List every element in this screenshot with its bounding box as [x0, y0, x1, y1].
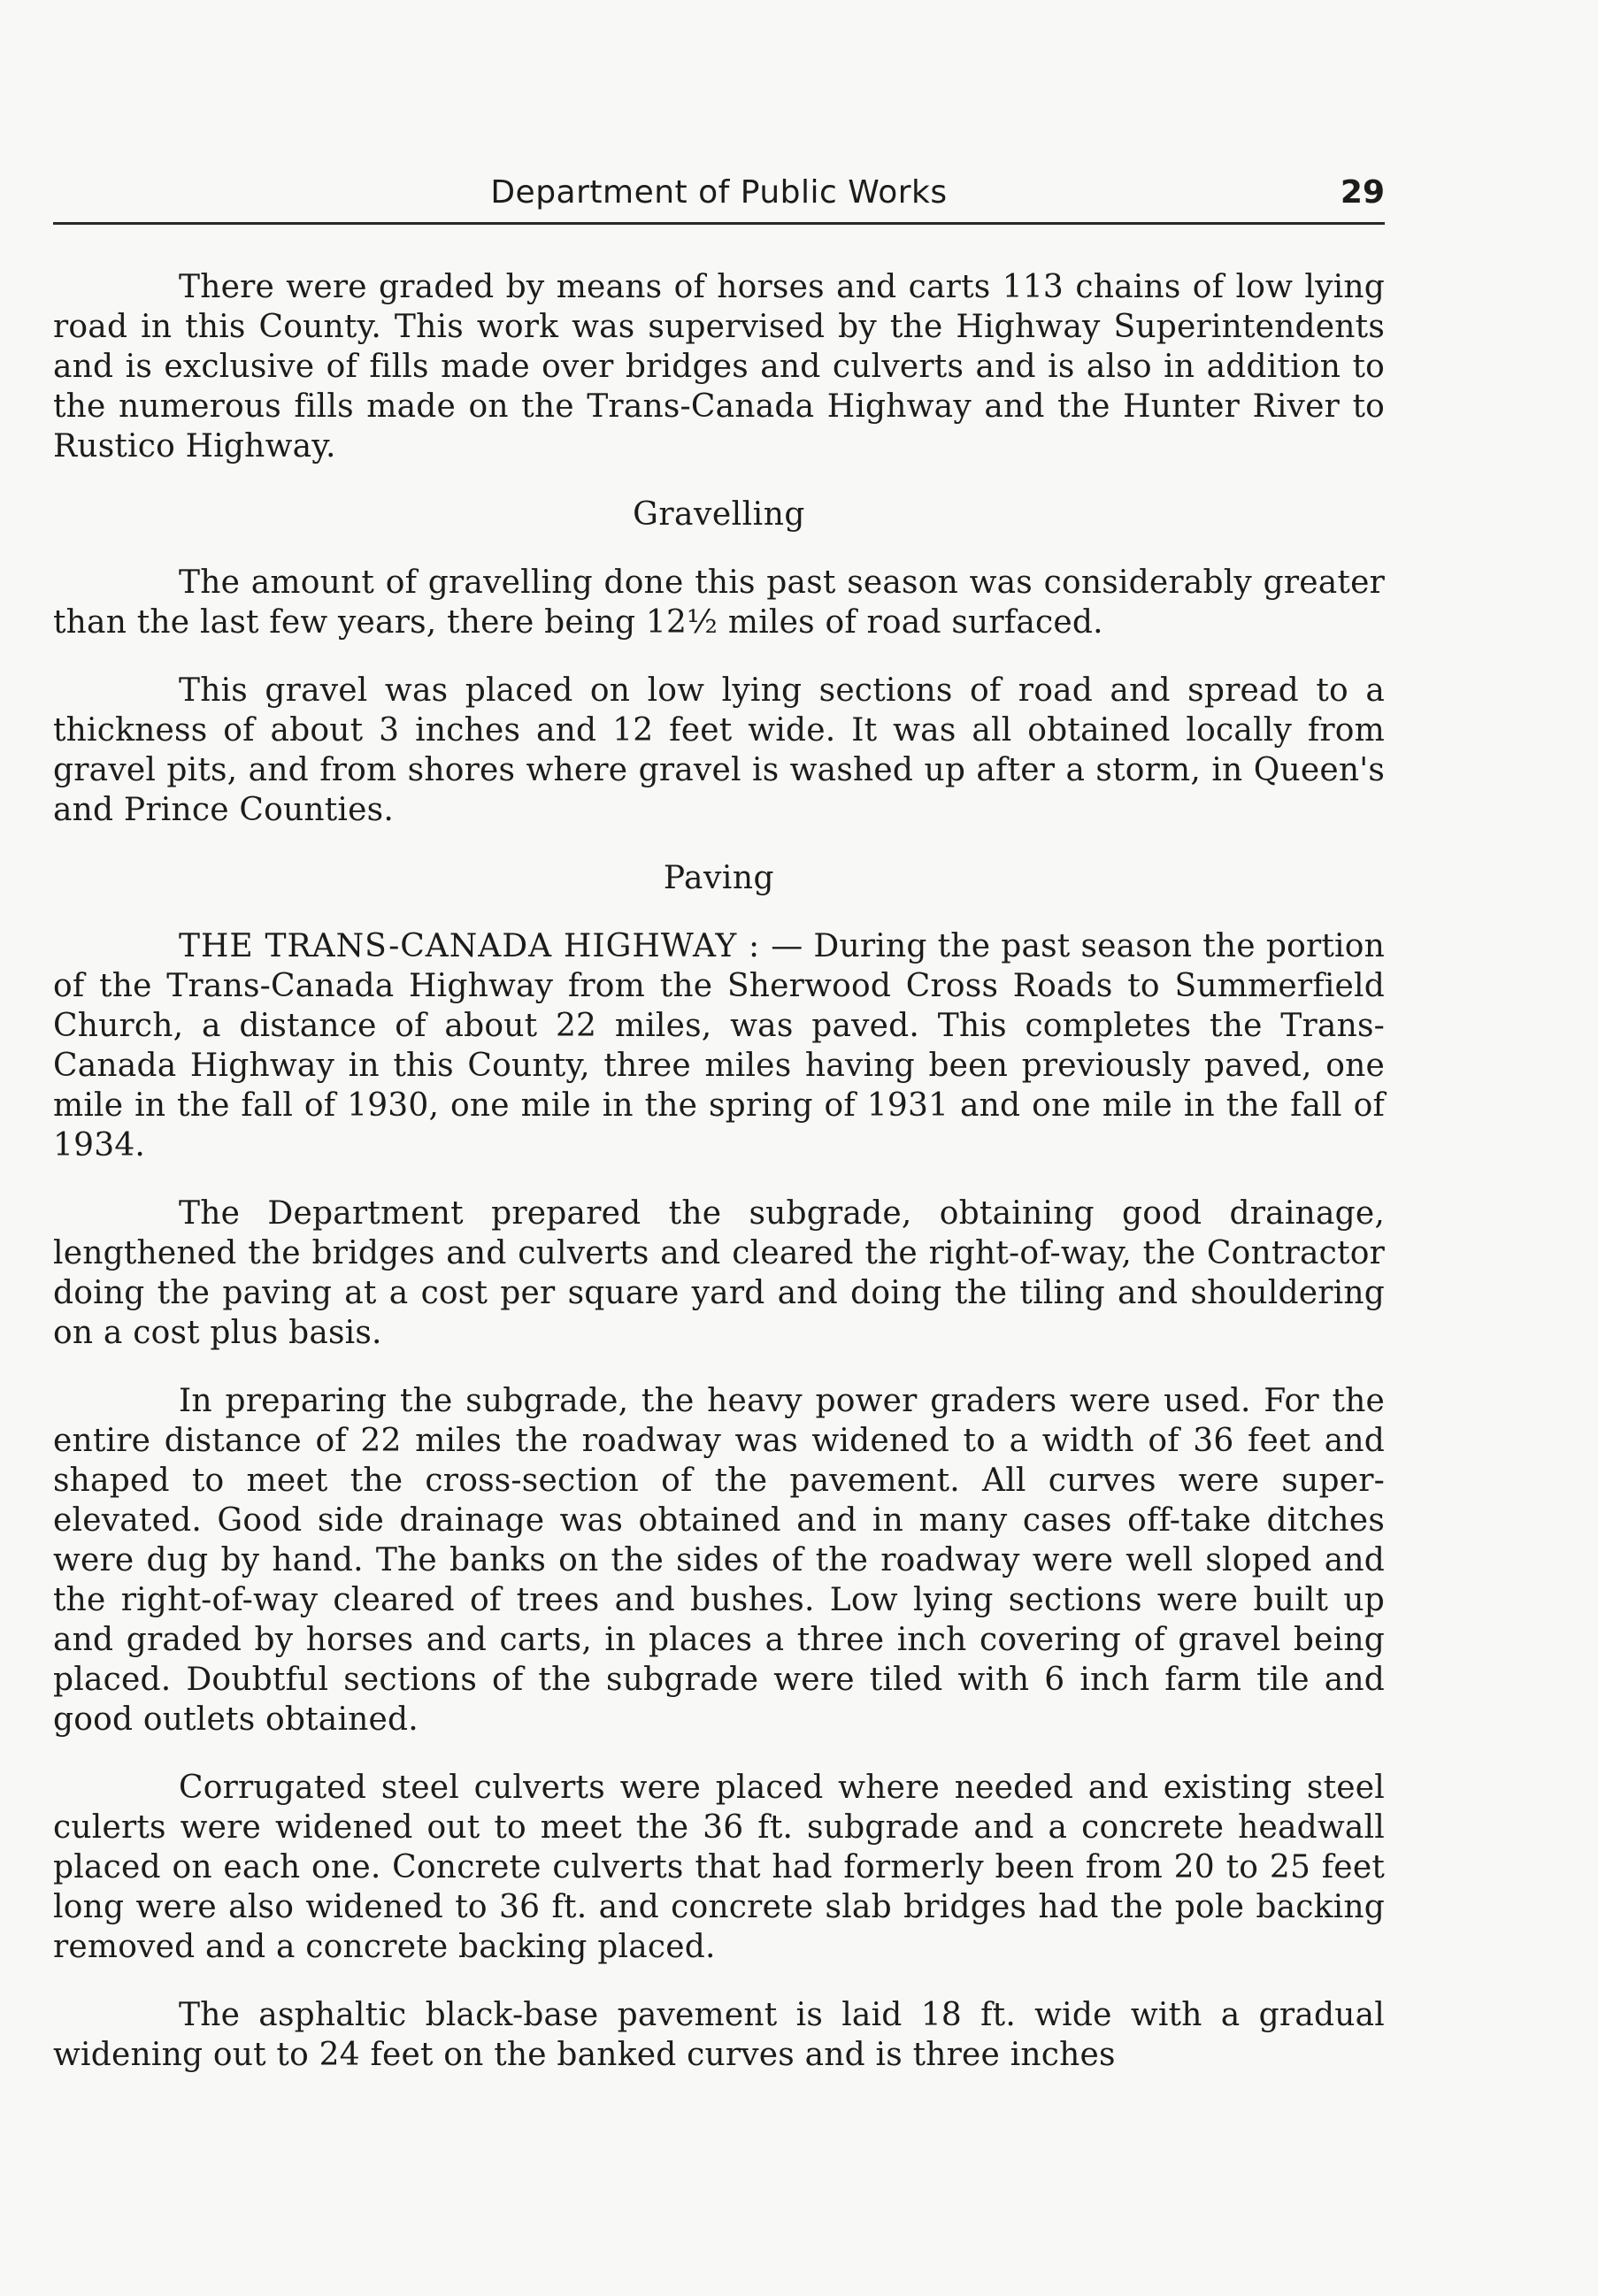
section-heading-paving: Paving [663, 860, 775, 896]
body-text [53, 267, 1385, 2075]
running-head [53, 173, 1385, 225]
document-page [53, 173, 1385, 2075]
paragraph-gravel-placement: This gravel was placed on low lying sections of road and spread to a thickness of about 3 inches and 12 feet wide. It was all obtained locally from gravel pits, and from shores where gravel is washed up after a storm, in Queen's and Prince Counties. [53, 672, 1385, 828]
running-head-title: Department of Public Works [490, 174, 948, 211]
paragraph-trans-canada-highway [53, 926, 1385, 1165]
paragraph-low-lying-road: There were graded by means of horses and carts 113 chains of low lying road in this County. This work was supervised by the Highway Superintendents and is exclusive of fills made over bridges and culverts and is also in addition to the numerous fills made on the Trans-Canada Highway and the Hunter River to Rustico Highway. [53, 269, 1385, 465]
paragraph-trans-canada-text: — During the past season the portion of the Trans-Canada Highway from the Sherwood Cross Roads to Summerfield Church, a distance of about 22 miles, was paved. This completes the Trans-Canada Highway in this County, three miles having been previously paved, one mile in the fall of 1930, one mile in the spring of 1931 and one mile in the fall of 1934. [53, 928, 1385, 1163]
paragraph-asphaltic-pavement: The asphaltic black-base pavement is laid 18 ft. wide with a gradual widening out to 24 feet on the banked curves and is three inches [53, 1997, 1385, 2073]
paragraph-power-graders: In preparing the subgrade, the heavy power graders were used. For the entire distance of 22 miles the roadway was widened to a width of 36 feet and shaped to meet the cross-section of the pavement. All curves were super-elevated. Good side drainage was obtained and in many cases off-take ditches were dug by hand. The banks on the sides of the roadway were well sloped and the right-of-way cleared of trees and bushes. Low lying sections were built up and graded by horses and carts, in places a three inch covering of gravel being placed. Doubtful sections of the subgrade were tiled with 6 inch farm tile and good outlets obtained. [53, 1383, 1385, 1738]
paragraph-subgrade-preparation: The Department prepared the subgrade, obtaining good drainage, lengthened the bridges and culverts and cleared the right-of-way, the Contractor doing the paving at a cost per square yard and doing the tiling and shouldering on a cost plus basis. [53, 1195, 1385, 1351]
page-number: 29 [1340, 174, 1385, 211]
section-heading-gravelling: Gravelling [633, 496, 805, 533]
paragraph-gravelling-amount: The amount of gravelling done this past season was considerably greater than the last few years, there being 12½ miles of road surfaced. [53, 564, 1385, 641]
paragraph-lead-in: THE TRANS-CANADA HIGHWAY : [179, 928, 761, 964]
paragraph-culverts: Corrugated steel culverts were placed where needed and existing steel culerts were widened out to meet the 36 ft. subgrade and a concrete headwall placed on each one. Concrete culverts that had formerly been from 20 to 25 feet long were also widened to 36 ft. and concrete slab bridges had the pole backing removed and a concrete backing placed. [53, 1770, 1385, 1965]
